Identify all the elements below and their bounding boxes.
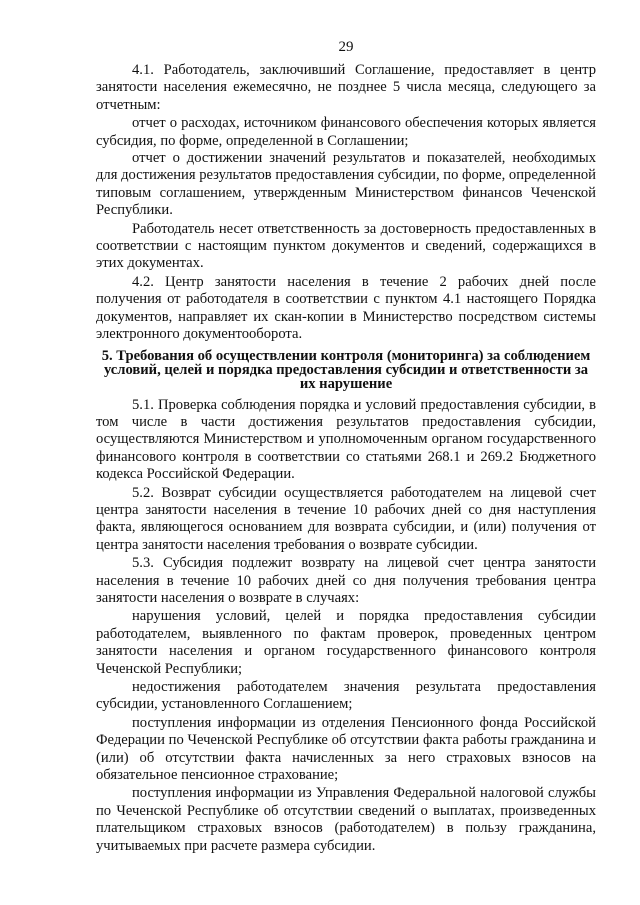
section-5-heading: 5. Требования об осуществлении контроля (мониторинга) за соблюдением условий, целей и порядка предоставления субсидии и ответственности за их нарушение [101, 347, 591, 392]
paragraph-5-3: 5.3. Субсидия подлежит возврату на лицевой счет центра занятости населения в течение 10 рабочих дней со дня получения требования центра занятости населения о возврате в случаях: [96, 555, 596, 606]
list-item-pension-fund: поступления информации из отделения Пенсионного фонда Российской Федерации по Чеченской Республике об отсутствии факта работы гражданина и (или) об отсутствии факта начисленных за него страховых взносов на обязательное пенсионное страхование; [96, 714, 596, 784]
paragraph-5-1: 5.1. Проверка соблюдения порядка и условий предоставления субсидии, в том числе в части достижения результатов предоставления субсидии, осуществляются Министерством и уполномоченным органом государственного финансового контроля в соответствии со статьями 268.1 и 269.2 Бюджетного кодекса Российской Федерации. [96, 396, 596, 483]
paragraph-5-2: 5.2. Возврат субсидии осуществляется работодателем на лицевой счет центра занятости населения в течение 10 рабочих дней со дня наступления факта, являющегося основанием для возврата субсидии, и (или) получения от центра занятости населения требования о возврате субсидии. [96, 484, 596, 553]
paragraph-4-2: 4.2. Центр занятости населения в течение 2 рабочих дней после получения от работодателя в соответствии с пунктом 4.1 настоящего Порядка документов, направляет их скан-копии в Министерство посредством системы электронного документооборота. [96, 273, 596, 343]
document-page [96, 38, 596, 855]
paragraph-expense-report: отчет о расходах, источником финансового обеспечения которых является субсидия, по форме, определенной в Соглашении; [96, 115, 596, 149]
paragraph-employer-responsibility: Работодатель несет ответственность за достоверность предоставленных в соответствии с настоящим пунктом документов и сведений, содержащихся в этих документах. [96, 220, 596, 272]
list-item-tax-service: поступления информации из Управления Федеральной налоговой службы по Чеченской Республике об отсутствии сведений о выплатах, произведенных плательщиком страховых взносов (работодателем) в пользу гражданина, учитываемых при расчете размера субсидии. [96, 785, 596, 854]
paragraph-4-1: 4.1. Работодатель, заключивший Соглашение, предоставляет в центр занятости населения ежемесячно, не позднее 5 числа месяца, следующего за отчетным: [96, 62, 596, 113]
paragraph-results-report: отчет о достижении значений результатов и показателей, необходимых для достижения результатов предоставления субсидии, по форме, определенной типовым соглашением, утвержденным Министерством финансов Чеченской Республики. [96, 150, 596, 219]
list-item-violation: нарушения условий, целей и порядка предоставления субсидии работодателем, выявленного по фактам проверок, проведенных центром занятости населения и органом государственного финансового контроля Чеченской Республики; [96, 608, 596, 677]
page-number: 29 [338, 39, 354, 55]
list-item-non-achievement: недостижения работодателем значения результата предоставления субсидии, установленного Соглашением; [96, 679, 596, 713]
